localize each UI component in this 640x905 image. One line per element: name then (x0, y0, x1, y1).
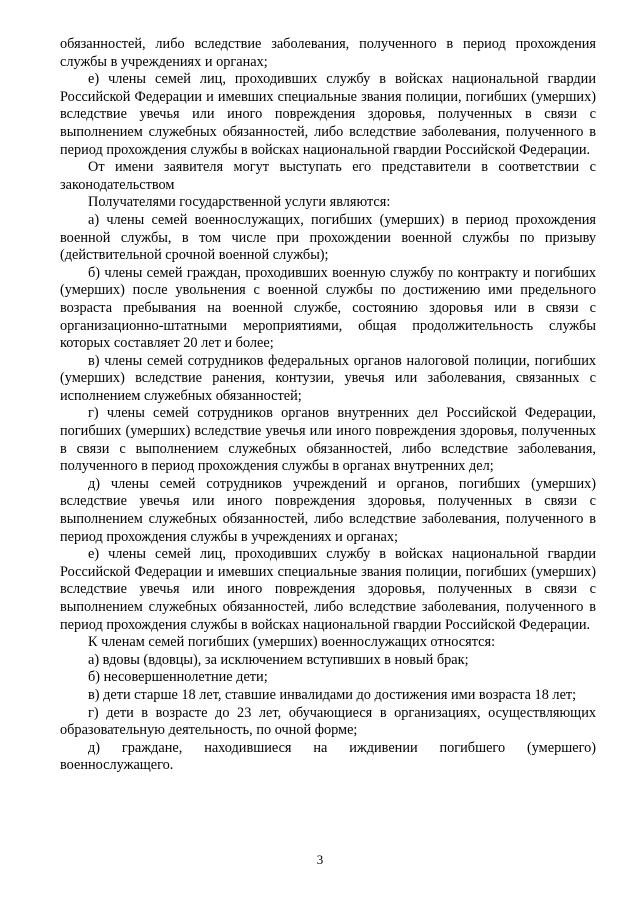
paragraph-item-a: а) члены семей военнослужащих, погибших (умерших) в период прохождения военной службы, в том числе при прохождении военной службы по призыву (действительной срочной военной службы); (60, 211, 596, 264)
paragraph-continuation: обязанностей, либо вследствие заболевания, полученного в период прохождения службы в учреждениях и органах; (60, 36, 596, 70)
paragraph-family-members-heading: К членам семей погибших (умерших) военнослужащих относятся: (88, 634, 496, 651)
paragraph-family-d: д) граждане, находившиеся на иждивении погибшего (умершего) военнослужащего. (60, 739, 596, 774)
paragraph-item-b: б) члены семей граждан, проходивших военную службу по контракту и погибших (умерших) после увольнения с военной службы по достижению ими предельного возраста пребывания на военной службе, состоянию здоровья или в связи с организационно-штатными мероприятиями, общая продолжительность службы которых составляет 20 лет и более; (60, 264, 596, 352)
paragraph-family-g: г) дети в возрасте до 23 лет, обучающиеся в организациях, осуществляющих образовательную деятельность, по очной форме; (60, 704, 596, 739)
paragraph-family-b: б) несовершеннолетние дети; (88, 669, 268, 686)
paragraph-recipients-heading: Получателями государственной услуги являются: (88, 194, 391, 211)
paragraph-item-d: д) члены семей сотрудников учреждений и органов, погибших (умерших) вследствие увечья или иного повреждения здоровья, полученных в связи с выполнением служебных обязанностей, либо вследствие заболевания, полученного в период прохождения службы в учреждениях и органах; (60, 475, 596, 545)
paragraph-item-g: г) члены семей сотрудников органов внутренних дел Российской Федерации, погибших (умерших) вследствие увечья или иного повреждения здоровья, полученных в связи с выполнением служебных обязанностей, либо вследствие заболевания, полученного в период прохождения службы в органах внутренних дел; (60, 405, 596, 475)
paragraph-family-v: в) дети старше 18 лет, ставшие инвалидами до достижения ими возраста 18 лет; (88, 686, 577, 703)
paragraph-representatives: От имени заявителя могут выступать его представители в соответствии с законодательством (60, 159, 596, 193)
paragraph-item-v: в) члены семей сотрудников федеральных органов налоговой полиции, погибших (умерших) вследствие ранения, контузии, увечья или заболевания, связанных с исполнением служебных обязанностей; (60, 352, 596, 404)
page-number: 3 (316, 852, 324, 867)
document-body (60, 36, 596, 775)
paragraph-item-e-first: е) члены семей лиц, проходивших службу в войсках национальной гвардии Российской Федерации и имевших специальные звания полиции, погибших (умерших) вследствие увечья или иного повреждения здоровья, полученных в связи с выполнением служебных обязанностей, либо вследствие заболевания, полученного в период прохождения службы в войсках национальной гвардии Российской Федерации. (60, 71, 596, 158)
paragraph-item-e-second: е) члены семей лиц, проходивших службу в войсках национальной гвардии Российской Федерации и имевших специальные звания полиции, погибших (умерших) вследствие увечья или иного повреждения здоровья, полученных в связи с выполнением служебных обязанностей, либо вследствие заболевания, полученного в период прохождения службы в войсках национальной гвардии Российской Федерации. (60, 546, 596, 633)
paragraph-family-a: а) вдовы (вдовцы), за исключением вступивших в новый брак; (88, 651, 469, 668)
